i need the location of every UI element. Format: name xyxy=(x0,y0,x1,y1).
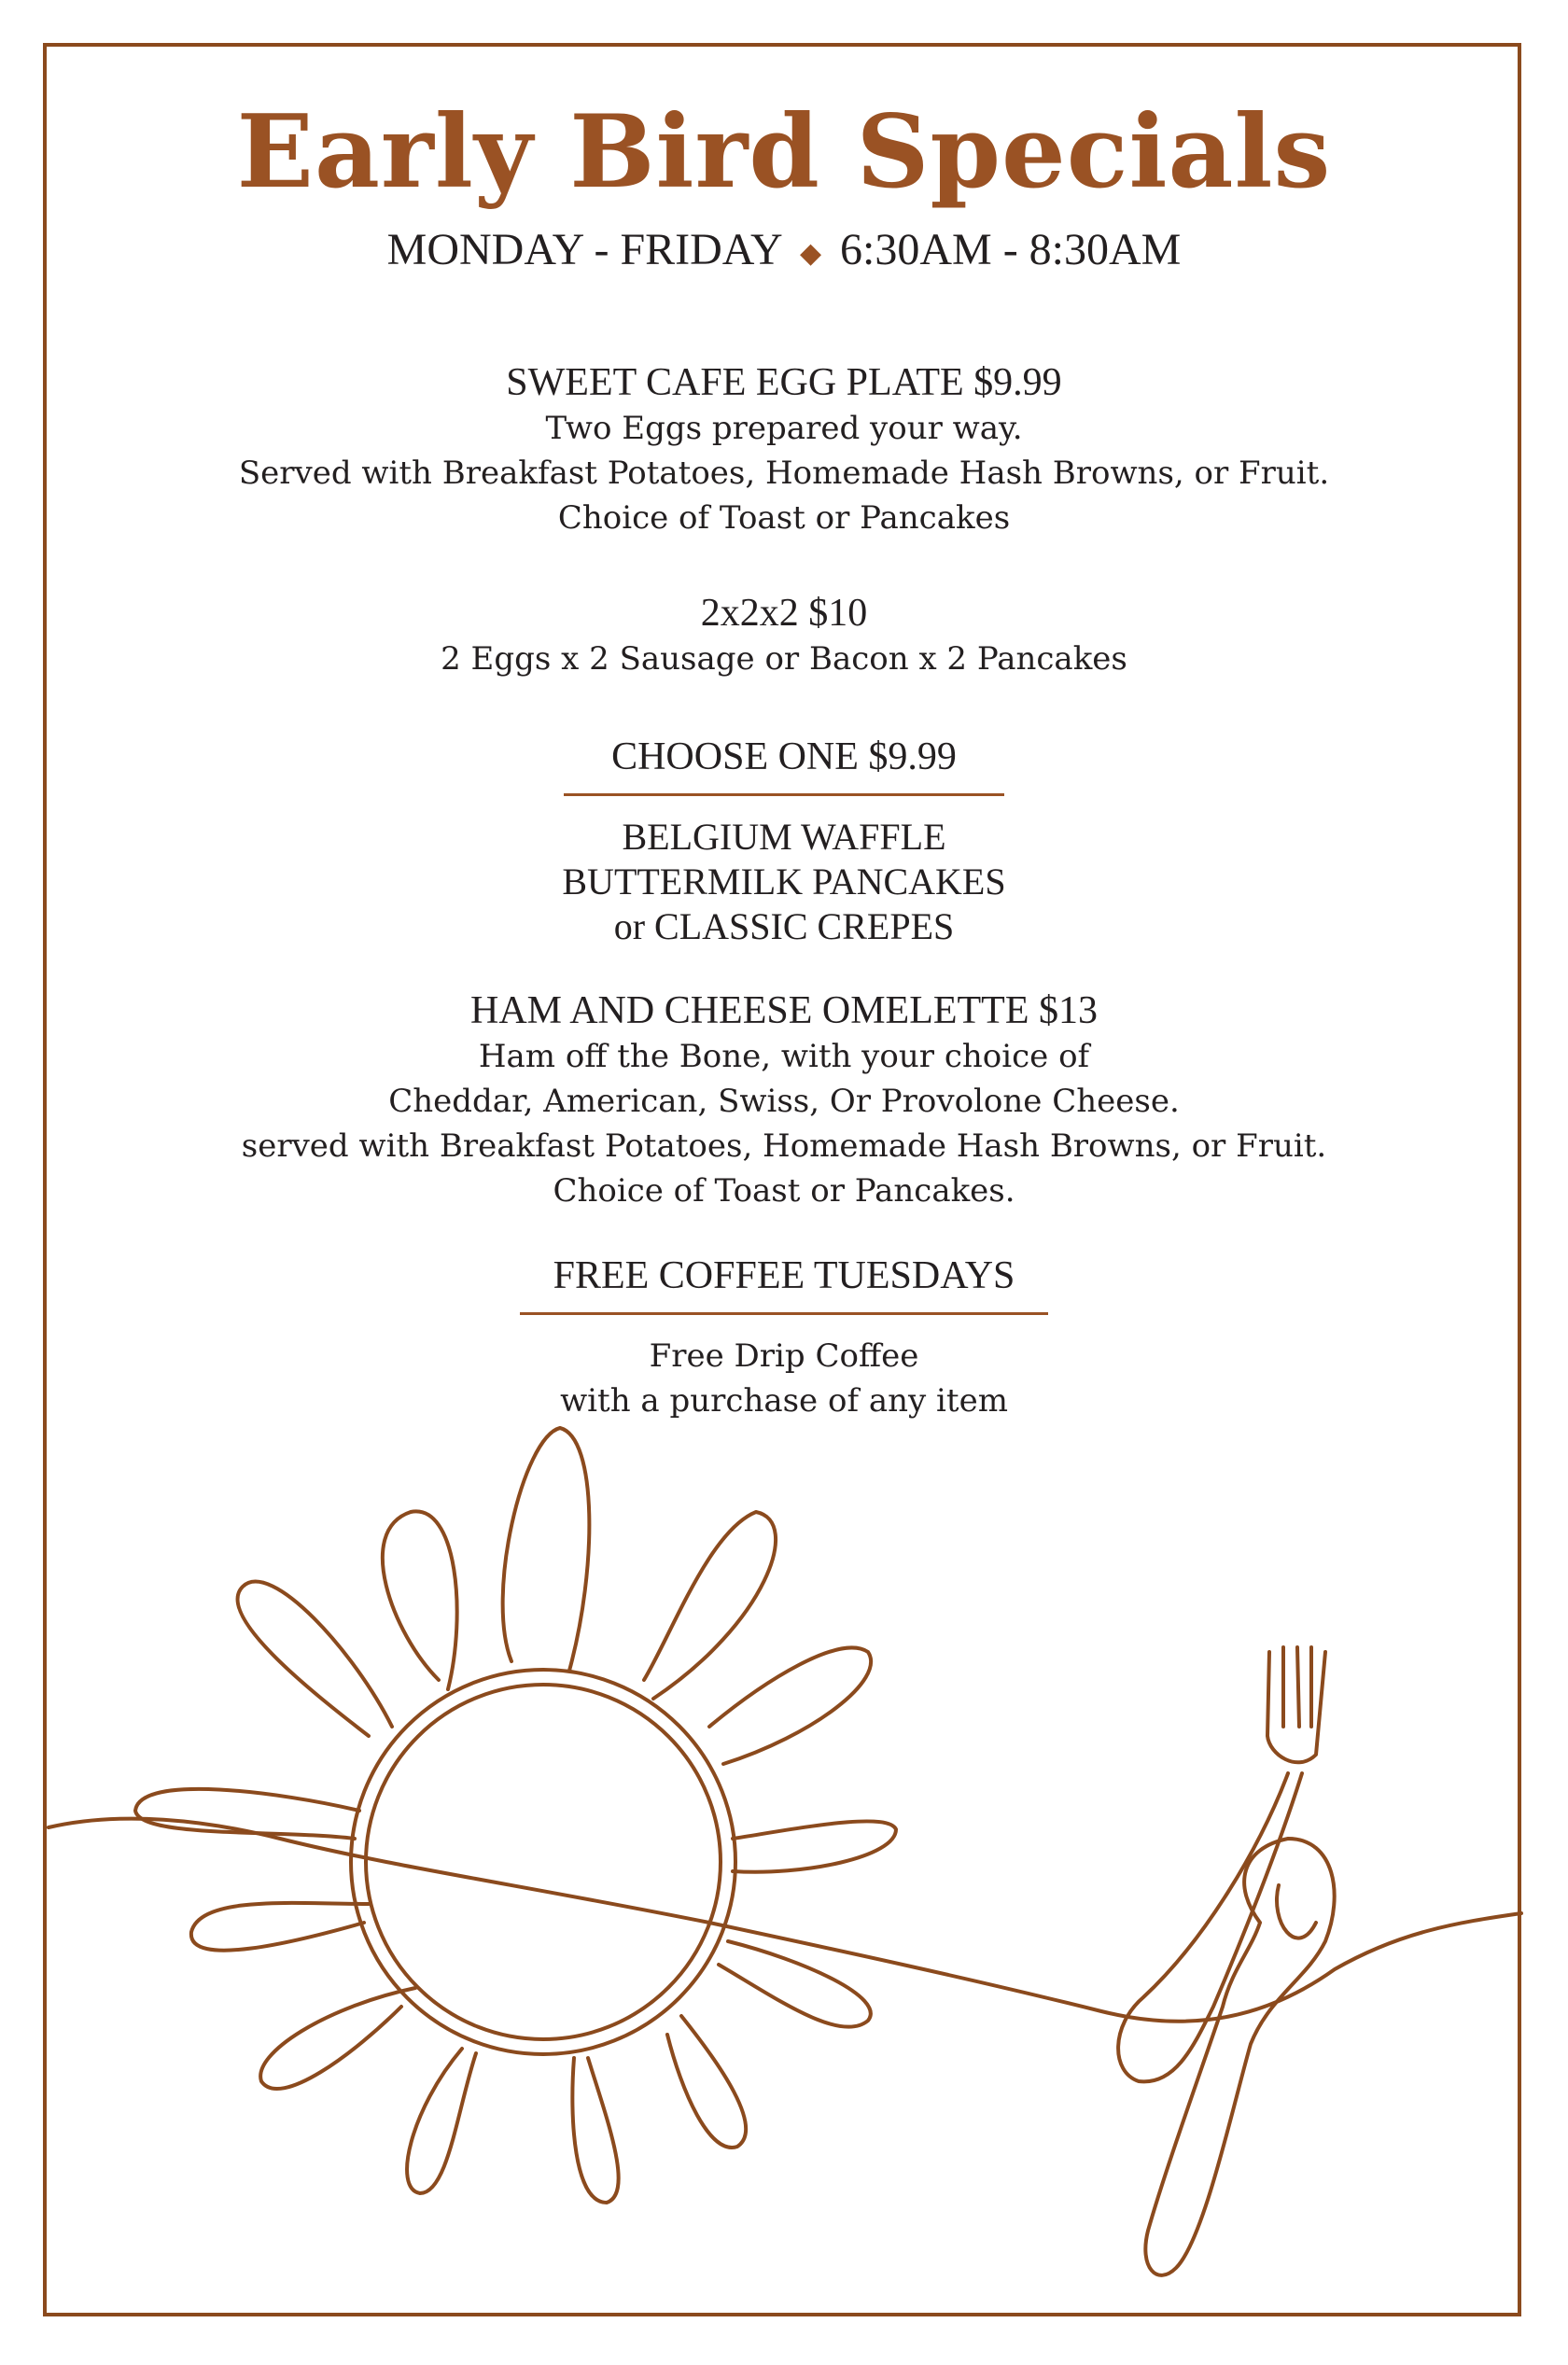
menu-item-omelette xyxy=(0,987,1568,1213)
hours-line xyxy=(0,224,1568,275)
item-line: Two Eggs prepared your way. xyxy=(545,410,1023,447)
option-line: BUTTERMILK PANCAKES xyxy=(562,861,1006,903)
item-line: Choice of Toast or Pancakes xyxy=(557,499,1011,537)
item-heading: 2x2x2 $10 xyxy=(700,592,868,635)
menu-section-choose-one xyxy=(0,734,1568,949)
hours-time: 6:30AM - 8:30AM xyxy=(840,225,1182,274)
sun-icon xyxy=(135,1428,896,2203)
menu-item-2x2x2 xyxy=(0,590,1568,681)
hours-days: MONDAY - FRIDAY xyxy=(386,225,781,274)
section-heading: CHOOSE ONE $9.99 xyxy=(611,735,957,778)
item-heading: HAM AND CHEESE OMELETTE $13 xyxy=(470,989,1098,1032)
item-line: Cheddar, American, Swiss, Or Provolone Cheese. xyxy=(388,1083,1180,1120)
menu-item-egg-plate xyxy=(0,359,1568,540)
menu-section-coffee xyxy=(0,1252,1568,1423)
coffee-line: with a purchase of any item xyxy=(560,1382,1008,1420)
item-line: 2 Eggs x 2 Sausage or Bacon x 2 Pancakes xyxy=(441,640,1127,678)
item-line: Choice of Toast or Pancakes. xyxy=(553,1172,1015,1210)
spoon-icon xyxy=(1145,1839,1334,2275)
diamond-icon: ◆ xyxy=(799,238,822,270)
menu-title: Early Bird Specials xyxy=(236,93,1332,211)
item-line: Ham off the Bone, with your choice of xyxy=(478,1038,1090,1075)
section-heading: FREE COFFEE TUESDAYS xyxy=(553,1254,1015,1297)
section-divider xyxy=(564,793,1004,796)
horizon-line xyxy=(49,1819,1521,2022)
item-line: served with Breakfast Potatoes, Homemade Hash Browns, or Fruit. xyxy=(241,1127,1327,1165)
option-line: or CLASSIC CREPES xyxy=(613,905,955,947)
sun-and-utensils-illustration xyxy=(0,1400,1568,2315)
coffee-line: Free Drip Coffee xyxy=(649,1337,919,1375)
item-line: Served with Breakfast Potatoes, Homemade Hash Browns, or Fruit. xyxy=(238,455,1330,492)
item-heading: SWEET CAFE EGG PLATE $9.99 xyxy=(506,361,1062,404)
option-line: BELGIUM WAFFLE xyxy=(622,816,946,858)
section-divider xyxy=(520,1312,1048,1315)
